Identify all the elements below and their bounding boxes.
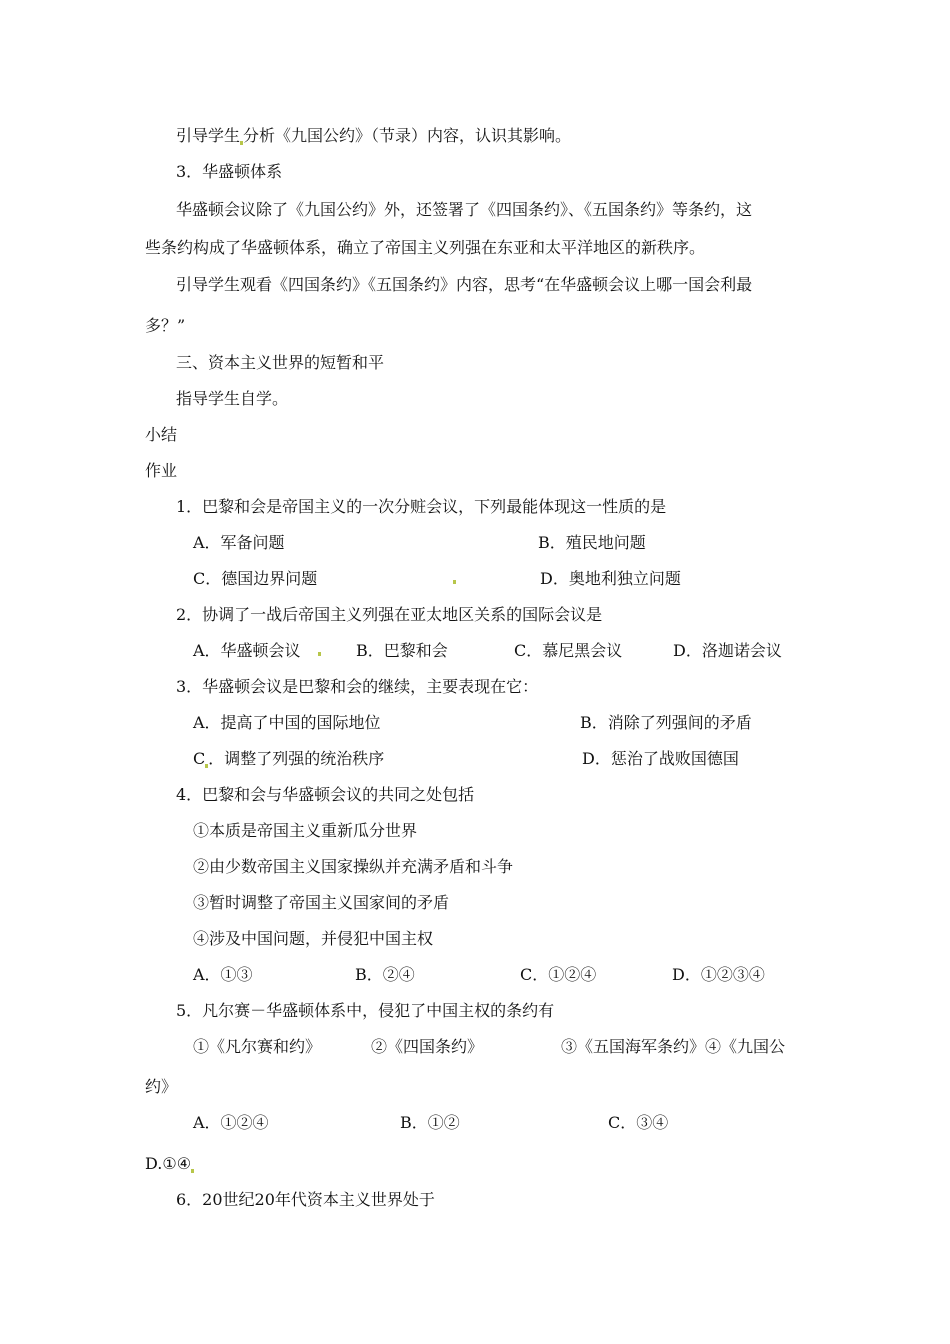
option-b: B．巴黎和会: [356, 641, 448, 660]
option-a: A．①②④: [193, 1113, 269, 1132]
heading-summary: 小结: [145, 425, 178, 444]
option-b: B．殖民地问题: [538, 533, 646, 552]
option-d: [145, 1153, 194, 1175]
option-a: A．华盛顿会议: [193, 641, 301, 660]
question-stem: 6．20世纪20年代资本主义世界处于: [176, 1190, 435, 1209]
treaty-item: ②《四国条约》: [371, 1037, 484, 1056]
question-stem: 2．协调了一战后帝国主义列强在亚太地区关系的国际会议是: [176, 605, 603, 624]
option-c: C．①②④: [520, 965, 597, 984]
paragraph-guide-analysis: [176, 125, 571, 147]
paragraph-self-study: 指导学生自学。: [176, 389, 289, 408]
option-c: C．德国边界问题: [193, 569, 318, 588]
option-d: D．惩治了战败国德国: [582, 749, 739, 768]
paragraph-line: 些条约构成了华盛顿体系，确立了帝国主义列强在东亚和太平洋地区的新秩序。: [145, 238, 706, 257]
section-heading-washington-system: 3．华盛顿体系: [176, 162, 283, 181]
section-heading-short-peace: 三、资本主义世界的短暂和平: [176, 353, 385, 372]
statement-item: ④涉及中国问题，并侵犯中国主权: [193, 929, 434, 948]
option-b: B．①②: [400, 1113, 460, 1132]
statement-item: ③暂时调整了帝国主义国家间的矛盾: [193, 893, 450, 912]
question-stem: 1．巴黎和会是帝国主义的一次分赃会议，下列最能体现这一性质的是: [176, 497, 667, 516]
treaty-item-continued: 约》: [145, 1077, 178, 1096]
paragraph-line: 多？”: [145, 316, 186, 335]
option-d: D．洛迦诺会议: [673, 641, 782, 660]
option-c: C．③④: [608, 1113, 669, 1132]
option-a: A．①③: [193, 965, 253, 984]
paragraph-line: 华盛顿会议除了《九国公约》外，还签署了《四国条约》、《五国条约》等条约，这: [176, 200, 753, 219]
mark-dot: [318, 652, 321, 656]
treaty-item: ①《凡尔赛和约》: [193, 1037, 322, 1056]
text-segment: D.①④: [145, 1154, 192, 1173]
option-c: [193, 748, 384, 770]
text-segment: ．调整了列强的统治秩序: [208, 749, 385, 768]
question-stem: 4．巴黎和会与华盛顿会议的共同之处包括: [176, 785, 475, 804]
option-c: C．慕尼黑会议: [514, 641, 623, 660]
question-stem: 5．凡尔赛－华盛顿体系中，侵犯了中国主权的条约有: [176, 1001, 555, 1020]
mark-dot: [191, 1169, 194, 1173]
option-d: D．奥地利独立问题: [540, 569, 681, 588]
heading-homework: 作业: [145, 461, 178, 480]
statement-item: ②由少数帝国主义国家操纵并充满矛盾和斗争: [193, 857, 514, 876]
text-segment: 引导学生: [176, 126, 241, 145]
option-b: B．②④: [355, 965, 415, 984]
statement-item: ①本质是帝国主义重新瓜分世界: [193, 821, 418, 840]
text-segment: C: [193, 749, 206, 768]
option-a: A．军备问题: [193, 533, 285, 552]
mark-dot: [453, 580, 456, 584]
paragraph-line: 引导学生观看《四国条约》《五国条约》内容，思考“在华盛顿会议上哪一国会利最: [176, 275, 753, 294]
treaty-item: ③《五国海军条约》④《九国公: [561, 1037, 786, 1056]
option-b: B．消除了列强间的矛盾: [580, 713, 752, 732]
text-segment: 分析《九国公约》（节录）内容，认识其影响。: [243, 126, 572, 145]
option-a: A．提高了中国的国际地位: [193, 713, 381, 732]
option-d: D．①②③④: [672, 965, 765, 984]
question-stem: 3．华盛顿会议是巴黎和会的继续，主要表现在它：: [176, 677, 539, 696]
